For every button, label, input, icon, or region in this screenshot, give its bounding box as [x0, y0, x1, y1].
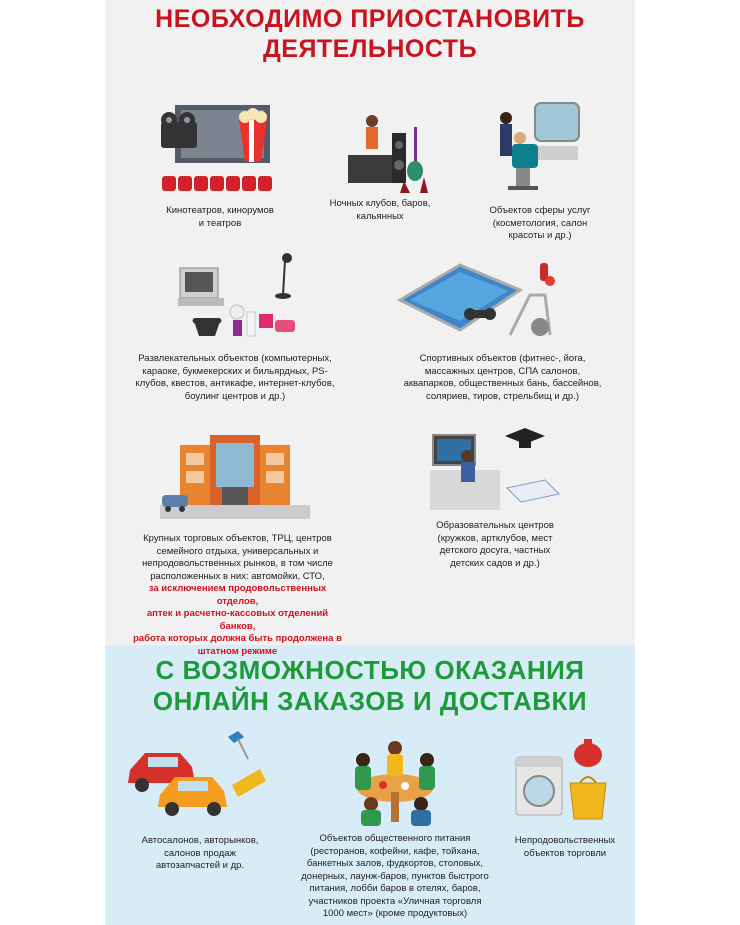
catering-icon: [343, 730, 448, 830]
heading-line-2: ДЕЯТЕЛЬНОСТЬ: [262, 35, 478, 63]
car-dealer-icon: [120, 725, 270, 825]
caption-mall-exception: за исключением продовольственных отделов, аптек и расчетно-кассовых отделений банков, работа которых должна быть продолжена в штатном режиме: [133, 583, 342, 657]
mall-icon: [150, 425, 320, 525]
caption-salon: Объектов сферы услуг (косметология, салон красоты и др.): [489, 205, 591, 241]
infographic: [105, 0, 635, 925]
online-heading-line-2: ОНЛАЙН ЗАКАЗОВ И ДОСТАВКИ: [152, 686, 588, 716]
salon-icon: [490, 98, 585, 198]
caption-car-dealer: Автосалонов, авторынков, салонов продаж автозапчастей и др.: [141, 835, 259, 871]
caption-nonfood-shop: Непродовольственных объектов торговли: [514, 835, 616, 859]
caption-education: Образовательных центров (кружков, артклубов, мест детского досуга, частных детских садов и др.): [436, 520, 554, 569]
caption-nightclub: Ночных клубов, баров, кальянных: [329, 198, 431, 222]
nightclub-icon: [340, 105, 435, 195]
cinema-icon: [157, 100, 287, 195]
caption-catering: Объектов общественного питания (ресторанов, кофейни, кафе, тойхана, банкетных залов, фудкортов, столовых, донерных, лаунж-баров, пунктов быстрого питания, лобби баров в отелях, баров, участников проекта «Уличная торговля 1000 мест» (кроме продуктовых): [301, 833, 489, 919]
heading-line-1: НЕОБХОДИМО ПРИОСТАНОВИТЬ: [155, 5, 585, 33]
sports-icon: [390, 255, 560, 345]
caption-mall: Крупных торговых объектов, ТРЦ, центров семейного отдыха, универсальных и непродовольственных рынков, в том числе расположенных в них: автомойки, СТО,: [142, 533, 333, 582]
caption-entertainment: Развлекательных объектов (компьютерных, караоке, букмекерских и бильярдных, PS- клубов, квестов, антикафе, интернет-клубов, боулинг центров и др.): [135, 353, 335, 402]
online-heading-line-1: С ВОЗМОЖНОСТЬЮ ОКАЗАНИЯ: [155, 655, 585, 685]
education-icon: [425, 420, 565, 515]
entertainment-icon: [175, 250, 305, 345]
nonfood-shop-icon: [510, 735, 615, 825]
caption-sports: Спортивных объектов (фитнес-, йога, массажных центров, СПА салонов, аквапарков, общественных бань, бассейнов, соляриев, тиров, стрельбищ и др.): [403, 353, 602, 402]
caption-cinema: Кинотеатров, кинорумов и театров: [166, 205, 274, 229]
